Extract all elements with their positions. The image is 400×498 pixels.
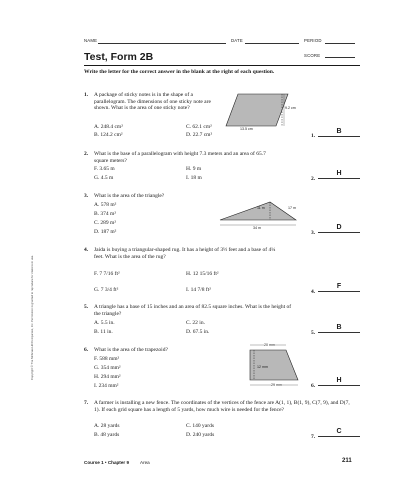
period-label: PERIOD: [304, 38, 322, 43]
q5-option-a[interactable]: A. 5.5 in.: [94, 320, 115, 326]
q2-option-h[interactable]: H. 9 m: [186, 166, 202, 172]
q4-answer-blank[interactable]: F: [318, 283, 360, 292]
instructions: Write the letter for the correct answer in the blank at the right of each question.: [84, 69, 275, 75]
q5-option-b[interactable]: B. 11 in.: [94, 329, 113, 335]
footer-course: Course 1 • Chapter 9: [84, 460, 130, 465]
q3-text: What is the area of the triangle?: [94, 193, 165, 199]
triangle-figure: [218, 196, 302, 230]
q5-answer-number: 5.: [311, 330, 316, 336]
q1-option-a[interactable]: A. 248.4 cm²: [94, 124, 123, 130]
q6-option-g[interactable]: G. 354 mm²: [94, 365, 121, 371]
q7-text: A farmer is installing a new fence. The coordinates of the vertices of the fence are A(1, 1), B(1, 9), C(7, 9), and D(7, 1). If each grid square has a length of 5 yards, how much wire is needed for the fence?: [94, 400, 350, 413]
q1-answer-blank[interactable]: B: [318, 128, 360, 137]
q6-option-f[interactable]: F. 588 mm²: [94, 356, 120, 362]
q2-option-f[interactable]: F. 3.65 m: [94, 166, 115, 172]
q4-option-i[interactable]: I. 14 7/8 ft²: [186, 287, 211, 293]
q3-base-label: 34 m: [253, 226, 261, 230]
q4-text: Jaida is buying a triangular-shaped rug. It has a height of 3½ feet and a base of 4¼ feet. What is the area of the rug?: [94, 247, 276, 260]
q7-answer-blank[interactable]: C: [318, 428, 360, 437]
q3-number: 3.: [84, 193, 89, 199]
q3-answer-number: 3.: [311, 230, 316, 236]
parallelogram-figure: [224, 90, 292, 132]
q4-number: 4.: [84, 247, 89, 253]
q2-number: 2.: [84, 151, 89, 157]
q3-side-label: 17 m: [288, 206, 296, 210]
q4-option-f[interactable]: F. 7 7/16 ft²: [94, 271, 120, 277]
title-rule: [84, 65, 360, 66]
q2-answer-number: 2.: [311, 176, 316, 182]
page-title: Test, Form 2B: [84, 51, 154, 63]
q1-option-d[interactable]: D. 22.7 cm²: [186, 132, 213, 138]
q6-option-h[interactable]: H. 294 mm²: [94, 374, 121, 380]
q5-option-c[interactable]: C. 22 in.: [186, 320, 205, 326]
q1-height-label: 9.2 cm: [285, 106, 296, 110]
q3-answer-blank[interactable]: D: [318, 224, 360, 233]
q6-height-label: 12 mm: [257, 365, 268, 369]
q2-answer-blank[interactable]: H: [318, 170, 360, 179]
q7-option-c[interactable]: C. 140 yards: [186, 423, 214, 429]
q6-base-label: 29 mm: [271, 383, 282, 387]
q7-option-a[interactable]: A. 28 yards: [94, 423, 120, 429]
q6-text: What is the area of the trapezoid?: [94, 347, 168, 353]
date-label: DATE: [231, 38, 243, 43]
q1-text: A package of sticky notes is in the shape of a parallelogram. The dimensions of one sticky note are shown. What is the area of one sticky note?: [94, 92, 211, 112]
footer-topic: Area: [140, 460, 150, 465]
score-label: SCORE: [304, 53, 321, 58]
q6-answer-blank[interactable]: H: [318, 377, 360, 386]
q4-answer-number: 4.: [311, 289, 316, 295]
q3-option-c[interactable]: C. 289 m²: [94, 220, 116, 226]
q1-base-label: 13.5 cm: [240, 127, 253, 131]
q6-answer-number: 6.: [311, 383, 316, 389]
q2-text: What is the base of a parallelogram with height 7.3 meters and an area of 65.7 square meters?: [94, 151, 266, 164]
q1-option-b[interactable]: B. 124.2 cm²: [94, 132, 123, 138]
q3-option-b[interactable]: B. 374 m²: [94, 211, 116, 217]
q1-option-c[interactable]: C. 62.1 cm²: [186, 124, 212, 130]
q1-number: 1.: [84, 92, 89, 98]
q7-number: 7.: [84, 400, 89, 406]
q4-option-g[interactable]: G. 7 3/4 ft²: [94, 287, 119, 293]
name-label: NAME: [84, 38, 98, 43]
q1-answer-number: 1.: [311, 133, 316, 139]
q5-answer-blank[interactable]: B: [318, 324, 360, 333]
q2-option-g[interactable]: G. 4.5 m: [94, 175, 114, 181]
q6-number: 6.: [84, 347, 89, 353]
q5-option-d[interactable]: D. 67.5 in.: [186, 329, 210, 335]
q2-option-i[interactable]: I. 18 m: [186, 175, 202, 181]
q7-option-b[interactable]: B. 48 yards: [94, 432, 120, 438]
q3-option-a[interactable]: A. 578 m²: [94, 202, 117, 208]
q5-text: A triangle has a base of 15 inches and an area of 82.5 square inches. What is the height of the triangle?: [94, 304, 292, 317]
q4-option-h[interactable]: H. 12 15/16 ft²: [186, 271, 219, 277]
q5-number: 5.: [84, 304, 89, 310]
q7-option-d[interactable]: D. 240 yards: [186, 432, 215, 438]
q6-option-i[interactable]: I. 234 mm²: [94, 383, 119, 389]
q7-answer-number: 7.: [311, 434, 316, 440]
name-line[interactable]: [98, 43, 226, 44]
period-line[interactable]: [325, 43, 355, 44]
q6-top-label: 20 mm: [264, 343, 275, 347]
date-line[interactable]: [245, 43, 299, 44]
q3-height-label: 11 m: [257, 206, 265, 210]
q3-option-d[interactable]: D. 187 m²: [94, 229, 117, 235]
page-number: 211: [342, 458, 352, 464]
score-line[interactable]: [325, 57, 355, 58]
copyright-side-text: Copyright © The McGraw-Hill Companies, Inc. Permission is granted to reproduce for classroom use.: [30, 254, 34, 380]
